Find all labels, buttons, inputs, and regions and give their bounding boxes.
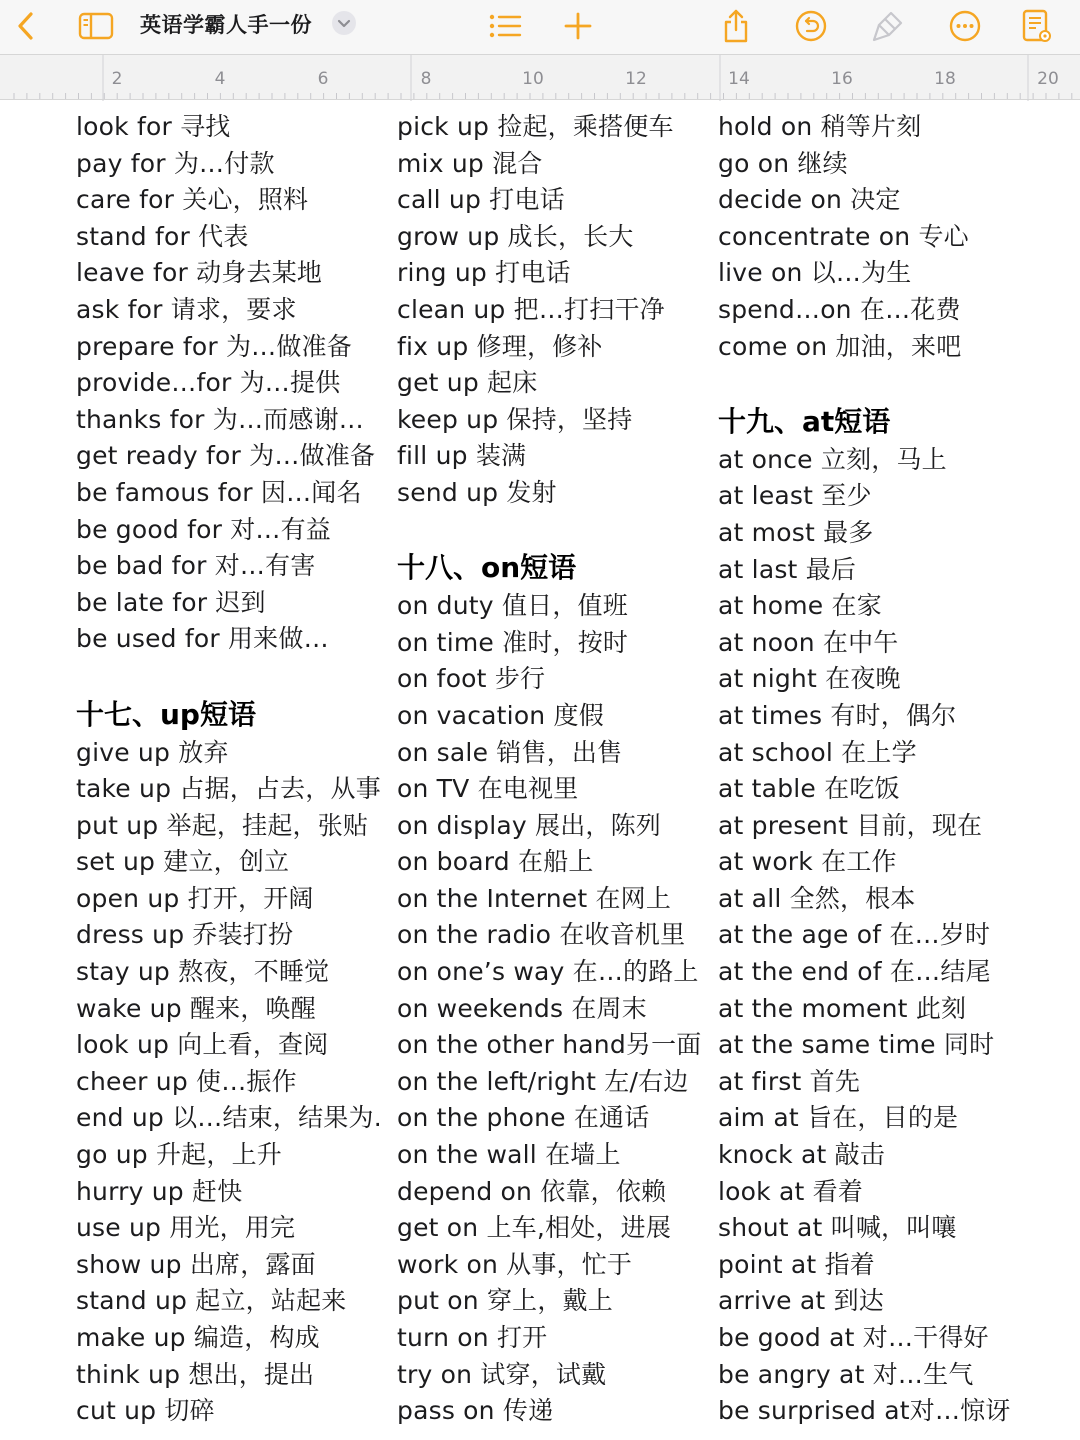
up-phrases-list [76,735,391,1430]
ruler-number: 6 [317,69,329,89]
phrase-line: at the moment 此刻 [718,993,967,1023]
phrase-line: hold on 稍等片刻 [718,112,922,141]
top-toolbar [0,0,1080,54]
sidebar-icon [78,11,114,41]
phrase-line: be angry at 对…生气 [718,1359,974,1389]
phrase-line: be surprised at对…惊讶 [718,1396,1011,1426]
phrase-line: spend…on 在…花费 [718,294,961,324]
at-phrases-list [718,442,1048,1430]
phrase-line: look up 向上看，查阅 [76,1030,329,1060]
format-brush-button[interactable] [866,4,910,48]
column-3 [718,109,1048,1430]
section-heading-on: 十八、on短语 [397,551,577,585]
ruler-number: 14 [728,69,750,89]
phrase-line: end up 以…结束，结果为. [76,1103,382,1133]
phrase-line: on the radio 在收音机里 [397,920,686,950]
phrase-line: depend on 依靠，依赖 [397,1176,667,1206]
phrase-line: at noon 在中午 [718,627,899,657]
title-dropdown-button[interactable] [332,11,356,35]
more-button[interactable] [943,4,987,48]
ruler-number: 8 [420,69,432,89]
phrase-line: at the same time 同时 [718,1030,995,1060]
up-phrases-list-continued [397,109,712,512]
phrase-line: fill up 装满 [397,441,527,471]
phrase-line: at times 有时，偶尔 [718,700,957,730]
phrase-line: at the end of 在…结尾 [718,957,991,987]
phrase-line: at last 最后 [718,554,857,584]
phrase-line: point at 指着 [718,1249,875,1279]
column-2 [397,109,712,1430]
share-button[interactable] [714,4,758,48]
blank-line [397,512,712,549]
phrase-line: dress up 乔装打扮 [76,920,294,950]
phrase-line: on the Internet 在网上 [397,883,672,913]
phrase-line: ask for 请求，要求 [76,294,297,324]
phrase-line: decide on 决定 [718,185,901,215]
phrase-line: work on 从事，忙于 [397,1249,633,1279]
phrase-line: pay for 为…付款 [76,148,275,178]
phrase-line: look for 寻找 [76,112,231,141]
phrase-line: make up 编造，构成 [76,1323,320,1352]
phrase-line: set up 建立，创立 [76,847,290,877]
phrase-line: at least 至少 [718,481,872,511]
phrase-line: knock at 敲击 [718,1140,886,1170]
phrase-line: come on 加油，来吧 [718,331,962,361]
phrase-line: on board 在船上 [397,847,594,877]
phrase-line: on time 准时，按时 [397,627,629,657]
phrase-line: at once 立刻，马上 [718,444,947,474]
ruler-number: 12 [625,69,647,89]
phrase-line: go on 继续 [718,148,848,178]
phrase-line: use up 用光，用完 [76,1213,296,1243]
phrase-line: give up 放弃 [76,737,229,767]
phrase-line: turn on 打开 [397,1323,548,1352]
phrase-line: be famous for 因…闻名 [76,477,362,507]
phrase-line: at school 在上学 [718,737,917,767]
phrase-line: try on 试穿，试戴 [397,1359,607,1389]
for-phrases-list [76,109,391,658]
phrase-line: on the phone 在通话 [397,1103,650,1133]
ruler-number: 2 [111,69,123,89]
ruler[interactable] [0,54,1080,100]
phrase-line: cheer up 使…振作 [76,1066,297,1096]
phrase-line: prepare for 为…做准备 [76,331,352,361]
phrase-line: at first 首先 [718,1066,861,1096]
phrase-line: at night 在夜晚 [718,664,901,694]
undo-button[interactable] [789,4,833,48]
phrase-line: shout at 叫喊，叫嚷 [718,1213,957,1243]
phrase-line: get ready for 为…做准备 [76,441,376,471]
phrase-line: clean up 把…打扫干净 [397,294,665,324]
phrase-line: on foot 步行 [397,664,546,694]
phrase-line: get up 起床 [397,368,538,398]
phrase-line: on the left/right 左/右边 [397,1066,689,1096]
phrase-line: care for 关心，照料 [76,185,309,215]
phrase-line: at table 在吃饭 [718,774,900,804]
phrase-line: call up 打电话 [397,185,565,215]
more-icon [948,9,982,43]
phrase-line: concentrate on 专心 [718,221,969,251]
phrase-line: arrive at 到达 [718,1286,884,1316]
phrase-line: go up 升起，上升 [76,1140,282,1170]
undo-icon [794,9,828,43]
back-chevron-icon [14,11,38,41]
phrase-line: show up 出席，露面 [76,1249,316,1279]
phrase-line: pick up 捡起，乘搭便车 [397,112,674,141]
phrase-line: wake up 醒来，唤醒 [76,993,316,1023]
ruler-number: 10 [522,69,544,89]
title-dropdown-icon [337,14,351,33]
phrase-line: be good at 对…干得好 [718,1323,989,1352]
phrase-line: at work 在工作 [718,847,897,877]
phrase-line: at present 目前，现在 [718,810,983,840]
document-body[interactable] [0,101,1080,1440]
phrase-line: on one’s way 在…的路上 [397,957,699,987]
phrase-line: think up 想出，提出 [76,1359,315,1389]
phrase-line: on sale 销售，出售 [397,737,623,767]
phrase-line: keep up 保持，坚持 [397,404,633,434]
phrase-line: be used for 用来做… [76,624,329,654]
phrase-line: be late for 迟到 [76,587,266,617]
phrase-line: be good for 对…有益 [76,514,331,544]
phrase-line: pass on 传递 [397,1396,554,1426]
phrase-line: live on 以…为生 [718,258,912,288]
list-format-icon [488,12,522,40]
section-heading-at: 十九、at短语 [718,404,891,438]
blank-line [76,658,391,695]
phrase-line: provide…for 为…提供 [76,368,341,398]
phrase-line: on display 展出，陈列 [397,810,662,840]
ruler-number: 4 [214,69,226,89]
on-phrases-list [397,588,712,1430]
sidebar-toggle-button[interactable] [74,4,118,48]
phrase-line: on duty 值日，值班 [397,591,628,621]
column-1 [76,109,391,1430]
phrase-line: on TV 在电视里 [397,774,579,804]
ruler-number: 20 [1037,69,1059,89]
phrase-line: aim at 旨在，目的是 [718,1103,959,1133]
add-button[interactable] [556,4,600,48]
phrase-line: stand for 代表 [76,221,249,251]
phrase-line: on weekends 在周末 [397,993,647,1023]
on-phrases-list-continued [718,109,1048,365]
phrase-line: put up 举起，挂起，张贴 [76,810,369,840]
list-format-button[interactable] [483,4,527,48]
phrase-line: cut up 切碎 [76,1396,215,1426]
section-heading-up: 十七、up短语 [76,697,256,731]
phrase-line: grow up 成长，长大 [397,221,634,251]
share-icon [721,8,751,44]
document-title[interactable]: 英语学霸人手一份 [140,13,312,37]
phrase-line: get on 上车,相处，进展 [397,1213,672,1243]
phrase-line: on the other hand另一面 [397,1030,702,1060]
document-view-button[interactable] [1014,4,1058,48]
blank-line [718,365,1048,402]
back-button[interactable] [4,4,48,48]
phrase-line: put on 穿上，戴上 [397,1286,613,1316]
phrase-line: on the wall 在墙上 [397,1140,621,1170]
phrase-line: fix up 修理，修补 [397,331,603,361]
phrase-line: stand up 起立，站起来 [76,1286,347,1316]
phrase-line: thanks for 为…而感谢… [76,404,364,434]
phrase-line: mix up 混合 [397,148,543,178]
phrase-line: hurry up 赶快 [76,1176,243,1206]
phrase-line: send up 发射 [397,477,557,507]
phrase-line: at most 最多 [718,517,874,547]
document-view-icon [1020,8,1052,44]
phrase-line: at all 全然，根本 [718,883,916,913]
phrase-line: leave for 动身去某地 [76,258,323,288]
ruler-number: 16 [831,69,853,89]
phrase-line: take up 占据，占去，从事 [76,774,381,804]
phrase-line: open up 打开，开阔 [76,883,314,913]
phrase-line: stay up 熬夜，不睡觉 [76,957,330,987]
ruler-number: 18 [934,69,956,89]
phrase-line: be bad for 对…有害 [76,551,316,581]
phrase-line: ring up 打电话 [397,258,571,288]
phrase-line: at the age of 在…岁时 [718,920,991,950]
phrase-line: look at 看着 [718,1176,864,1206]
phrase-line: at home 在家 [718,591,882,621]
format-brush-icon [871,9,905,43]
phrase-line: on vacation 度假 [397,700,604,730]
add-icon [563,11,593,41]
